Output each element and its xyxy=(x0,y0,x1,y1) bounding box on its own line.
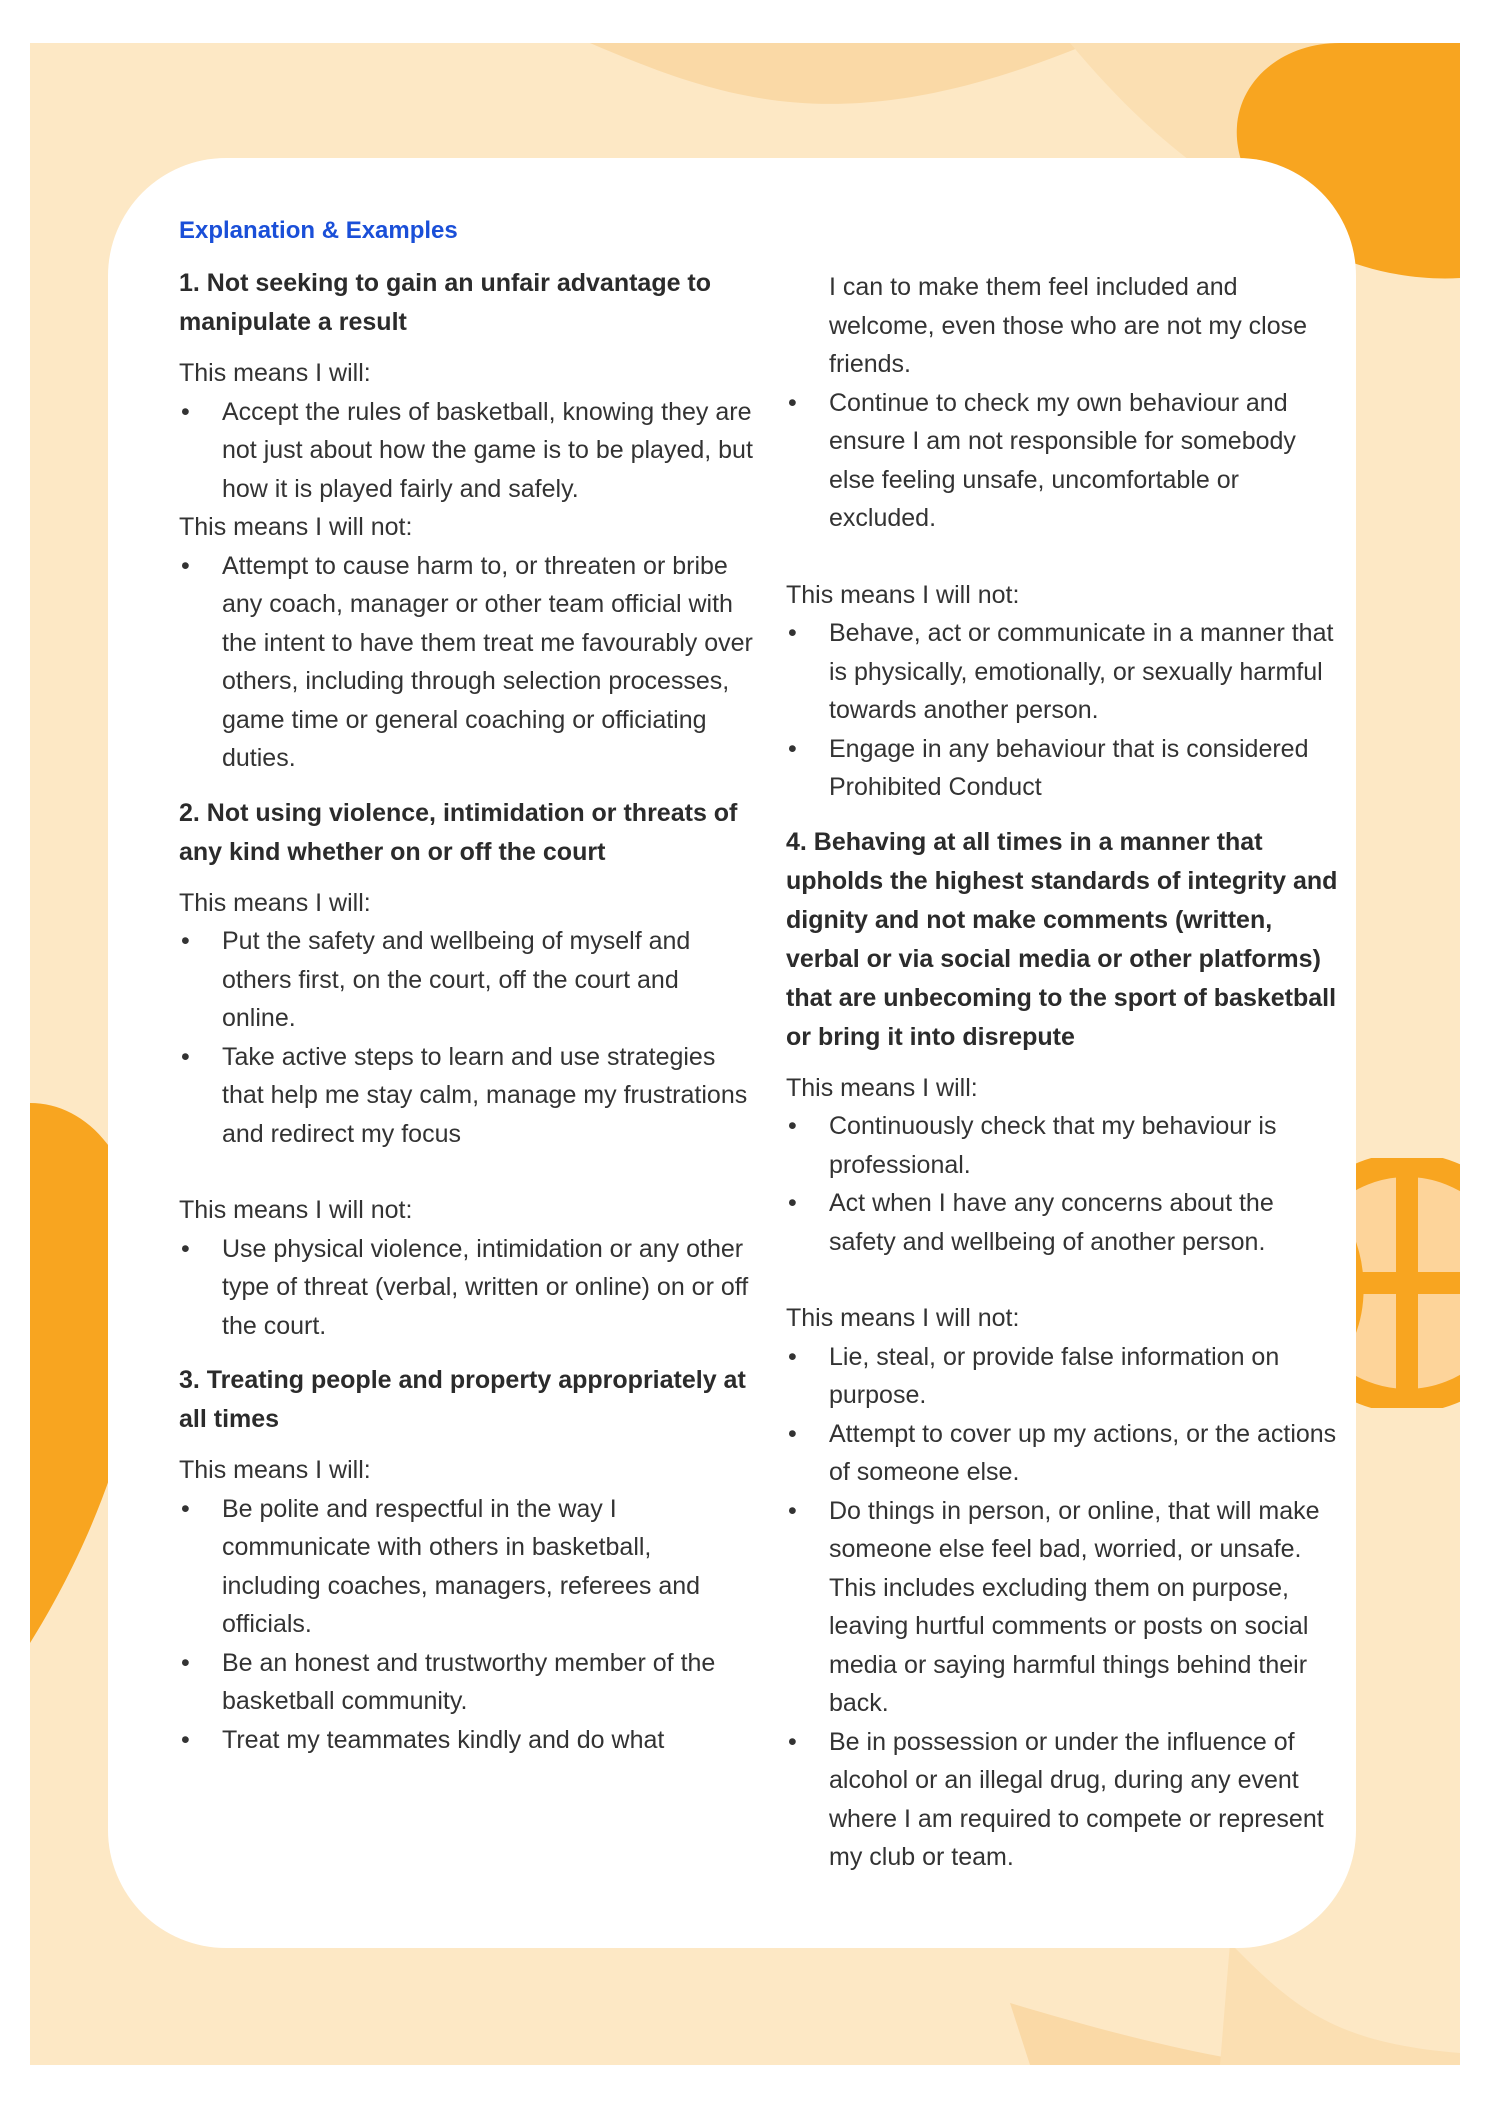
section-3-will-label: This means I will: xyxy=(179,1456,371,1484)
list-item: • Attempt to cause harm to, or threaten or bribe any coach, manager or other team official with the intent to have them treat me favourably over others, including through selection processes, game time or general coaching or officiating duties. xyxy=(179,547,754,778)
section-4-will-list xyxy=(786,1107,1346,1261)
section-4-will-not-label: This means I will not: xyxy=(786,1304,1020,1332)
wave-bottom-right xyxy=(1220,1943,1460,2065)
list-item: • Put the safety and wellbeing of myself and others first, on the court, off the court and online. xyxy=(179,922,754,1038)
section-kicker: Explanation & Examples xyxy=(179,217,458,244)
list-item: • Take active steps to learn and use strategies that help me stay calm, manage my frustrations and redirect my focus xyxy=(179,1038,754,1154)
section-2-will-not-list xyxy=(179,1230,754,1346)
list-item: • Be in possession or under the influence of alcohol or an illegal drug, during any event where I am required to compete or represent my club or team. xyxy=(786,1723,1346,1877)
section-3-will-not-label: This means I will not: xyxy=(786,580,1020,609)
section-3-title: 3. Treating people and property appropriately at all times xyxy=(179,1366,746,1433)
section-4-will-not-list xyxy=(786,1338,1346,1877)
list-item: • Treat my teammates kindly and do what xyxy=(179,1721,754,1760)
left-column xyxy=(179,212,754,1759)
wave-top xyxy=(590,43,1090,104)
section-3-will-list-continued xyxy=(786,384,1346,538)
section-3-will-not-list xyxy=(786,614,1346,807)
list-item: • Act when I have any concerns about the safety and wellbeing of another person. xyxy=(786,1184,1346,1261)
section-1-will-label: This means I will: xyxy=(179,359,371,387)
list-item: • Be polite and respectful in the way I communicate with others in basketball, including coaches, managers, referees and officials. xyxy=(179,1490,754,1644)
section-2-title: 2. Not using violence, intimidation or threats of any kind whether on or off the court xyxy=(179,798,738,866)
list-item: • Use physical violence, intimidation or any other type of threat (verbal, written or online) on or off the court. xyxy=(179,1230,754,1346)
section-2-will-list xyxy=(179,922,754,1153)
section-1-will-not-list xyxy=(179,547,754,778)
section-2-will-label: This means I will: xyxy=(179,888,371,917)
right-column xyxy=(786,268,1346,1877)
section-1-title: 1. Not seeking to gain an unfair advantage to manipulate a result xyxy=(179,269,712,336)
section-3-will-list xyxy=(179,1490,754,1760)
list-item: • Continuously check that my behaviour is professional. xyxy=(786,1107,1346,1184)
list-item: • Attempt to cover up my actions, or the actions of someone else. xyxy=(786,1415,1346,1492)
list-item: • Engage in any behaviour that is considered Prohibited Conduct xyxy=(786,730,1346,807)
section-1-will-list xyxy=(179,393,754,509)
list-item: • Accept the rules of basketball, knowing they are not just about how the game is to be played, but how it is played fairly and safely. xyxy=(179,393,754,509)
list-item: • Lie, steal, or provide false information on purpose. xyxy=(786,1338,1346,1415)
section-2-will-not-label: This means I will not: xyxy=(179,1196,413,1224)
section-4-will-label: This means I will: xyxy=(786,1073,978,1102)
section-4-title: 4. Behaving at all times in a manner that upholds the highest standards of integrity and dignity and not make comments (written, verbal or via social media or other platforms) that are unbecoming to the sport of basketball or bring it into disrepute xyxy=(786,827,1338,1051)
section-3-continuation: I can to make them feel included and welcome, even those who are not my close friends. xyxy=(829,273,1308,378)
list-item: • Be an honest and trustworthy member of the basketball community. xyxy=(179,1644,754,1721)
list-item: • Do things in person, or online, that will make someone else feel bad, worried, or unsafe. This includes excluding them on purpose, leaving hurtful comments or posts on social media or saying harmful things behind their back. xyxy=(786,1492,1346,1723)
list-item: • Continue to check my own behaviour and ensure I am not responsible for somebody else feeling unsafe, uncomfortable or excluded. xyxy=(786,384,1346,538)
section-1-will-not-label: This means I will not: xyxy=(179,513,413,541)
list-item: • Behave, act or communicate in a manner that is physically, emotionally, or sexually harmful towards another person. xyxy=(786,614,1346,730)
